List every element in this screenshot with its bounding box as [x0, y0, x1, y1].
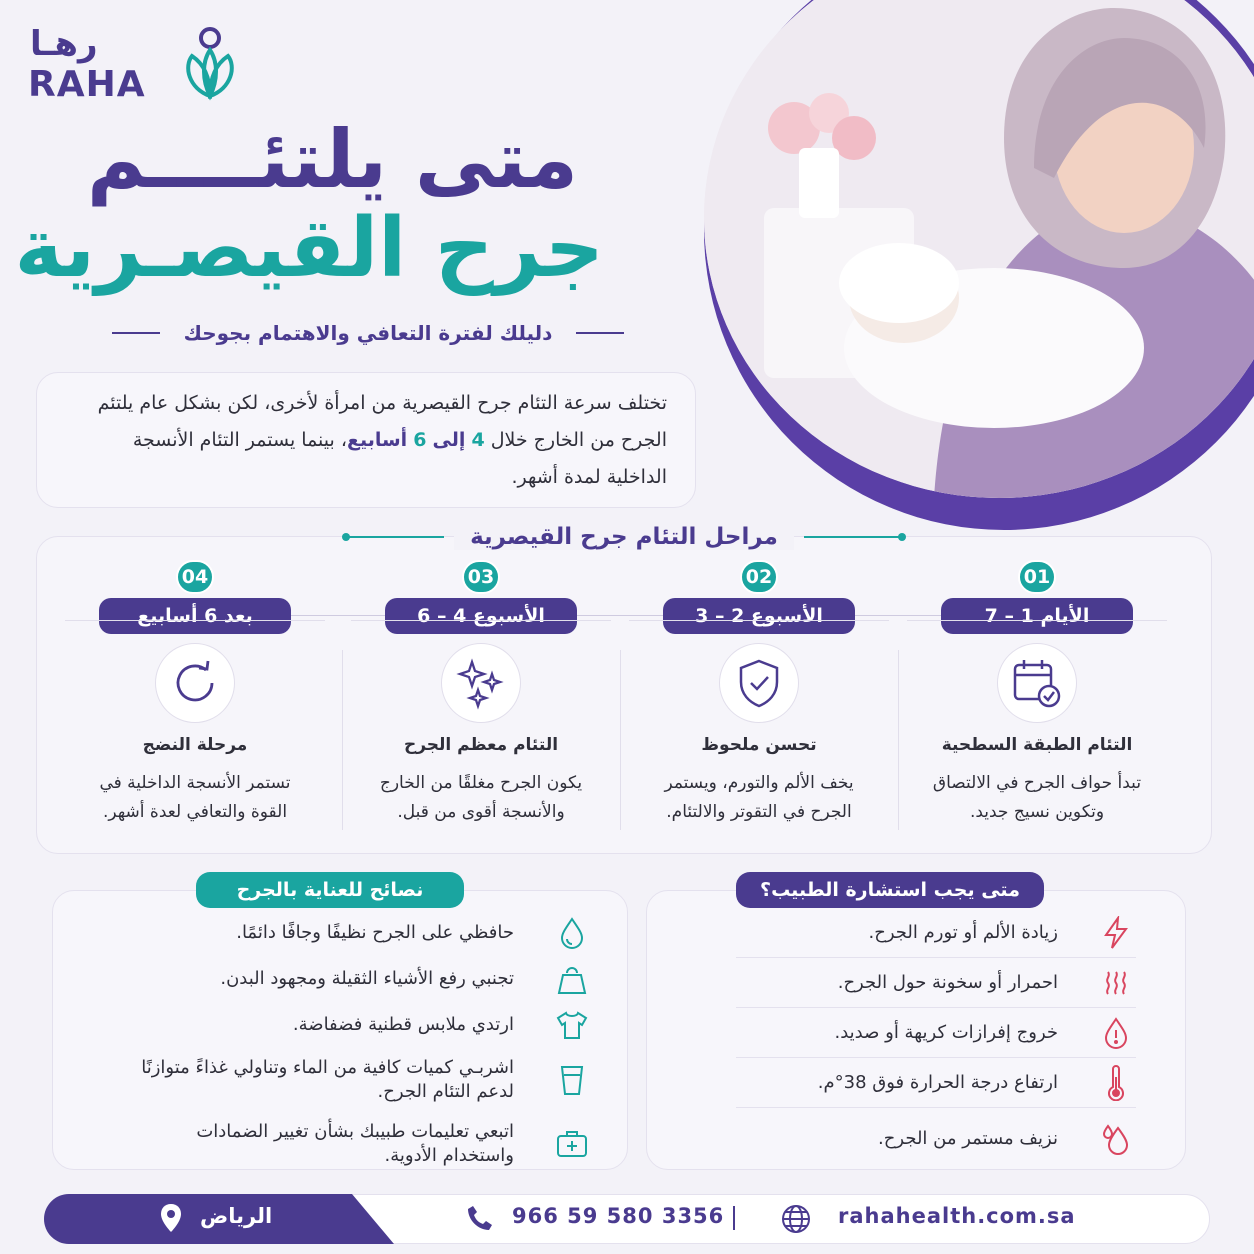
- care-item-line2: لدعم التئام الجرح.: [377, 1081, 514, 1102]
- stage-desc-line2: القوة والتعافي لعدة أشهر.: [102, 802, 288, 822]
- stage-desc-line1: تبدأ حواف الجرح في الالتصاق: [932, 773, 1142, 793]
- stage-desc-line1: تستمر الأنسجة الداخلية في: [99, 773, 291, 793]
- stage-description: [65, 769, 325, 827]
- blood-drops-icon: [1096, 1119, 1136, 1159]
- stage-body: [629, 620, 889, 826]
- sparkles-icon: [441, 643, 521, 723]
- doctor-item-text: ارتفاع درجة الحرارة فوق 38°م.: [817, 1071, 1058, 1093]
- stage-divider: [620, 650, 621, 830]
- stage-desc-line1: يخف الألم والتورم، ويستمر: [664, 773, 854, 793]
- stage-title: مرحلة النضج: [142, 735, 248, 755]
- calendar-check-icon: [997, 643, 1077, 723]
- stages-heading: مراحل التئام جرح القيصرية: [454, 524, 794, 550]
- intro-to-word: إلى: [432, 429, 466, 451]
- list-item: [80, 1048, 592, 1112]
- doctor-item-text: احمرار أو سخونة حول الجرح.: [837, 971, 1058, 993]
- intro-to-weeks: 6: [413, 429, 427, 451]
- intro-text-part2: ، بينما يستمر التئام الأنسجة الداخلية لمدة أشهر.: [132, 429, 667, 488]
- stage-period-pill: بعد 6 أسابيع: [99, 598, 291, 634]
- heat-waves-icon: [1096, 963, 1136, 1003]
- list-item: [736, 1008, 1136, 1058]
- logo-arabic-text: رهـا: [30, 24, 98, 64]
- heading-accent-left: [344, 536, 444, 538]
- intro-from-weeks: 4: [471, 429, 485, 451]
- care-item-text: تجنبي رفع الأشياء الثقيلة ومجهود البدن.: [220, 968, 514, 989]
- subtitle-divider-left: [112, 332, 160, 334]
- stage-title: التئام معظم الجرح: [403, 735, 559, 755]
- stage-divider: [898, 650, 899, 830]
- stage-title: تحسن ملحوظ: [701, 735, 817, 755]
- stage-description: [629, 769, 889, 827]
- stage-period-pill: الأسبوع 4 – 6: [385, 598, 577, 634]
- refresh-icon: [155, 643, 235, 723]
- list-item: [736, 1058, 1136, 1108]
- care-item-line1: اشربـي كميات كافية من الماء وتناولي غذاءً متوازنًا: [141, 1057, 514, 1078]
- doctor-heading: متى يجب استشارة الطبيب؟: [736, 872, 1044, 908]
- shield-check-icon: [719, 643, 799, 723]
- care-item-text: حافظي على الجرح نظيفًا وجافًا دائمًا.: [236, 922, 514, 943]
- stage-number: 03: [462, 560, 500, 594]
- list-item: [736, 958, 1136, 1008]
- first-aid-icon: [552, 1124, 592, 1164]
- cup-icon: [552, 1060, 592, 1100]
- subtitle-row: [112, 318, 624, 348]
- footer-phone[interactable]: 966 59 580 3356: [512, 1204, 725, 1228]
- care-item-text: [196, 1120, 514, 1168]
- subtitle-divider-right: [576, 332, 624, 334]
- care-item-line1: اتبعي تعليمات طبيبك بشأن تغيير الضمادات: [196, 1121, 514, 1142]
- stage-desc-line1: يكون الجرح مغلقًا من الخارج: [379, 773, 583, 793]
- stage-title: التئام الطبقة السطحية: [941, 735, 1133, 755]
- weight-icon: [552, 959, 592, 999]
- care-list: [80, 910, 592, 1176]
- globe-icon: [780, 1203, 812, 1235]
- lightning-icon: [1096, 913, 1136, 953]
- phone-icon: [466, 1204, 494, 1232]
- stages-heading-row: [344, 520, 904, 554]
- stage-description: [351, 769, 611, 827]
- stage-divider: [342, 650, 343, 830]
- brand-logo: [28, 24, 228, 104]
- shirt-icon: [552, 1005, 592, 1045]
- care-item-line2: واستخدام الأدوية.: [384, 1145, 514, 1166]
- stage-period-pill: الأسبوع 2 – 3: [663, 598, 855, 634]
- water-drop-icon: [552, 913, 592, 953]
- stage-body: [65, 620, 325, 826]
- stage-desc-line2: وتكوين نسيج جديد.: [969, 802, 1105, 822]
- footer-website-link[interactable]: rahahealth.com.sa: [838, 1204, 1076, 1228]
- care-heading: نصائح للعناية بالجرح: [196, 872, 464, 908]
- stage-body: [907, 620, 1167, 826]
- stage-number: 01: [1018, 560, 1056, 594]
- thermometer-icon: [1096, 1063, 1136, 1103]
- intro-paragraph: [36, 372, 696, 508]
- intro-weeks-word: أسابيع: [346, 429, 408, 451]
- drop-alert-icon: [1096, 1013, 1136, 1053]
- footer-city: الرياض: [200, 1204, 273, 1228]
- stage-description: [907, 769, 1167, 827]
- list-item: [80, 1112, 592, 1176]
- stage-number: 02: [740, 560, 778, 594]
- list-item: [80, 910, 592, 956]
- care-item-text: [141, 1056, 514, 1104]
- doctor-item-text: زيادة الألم أو تورم الجرح.: [868, 921, 1058, 943]
- stage-number: 04: [176, 560, 214, 594]
- heading-accent-right: [804, 536, 904, 538]
- logo-english-text: RAHA: [28, 64, 146, 105]
- location-pin-icon: [158, 1202, 184, 1234]
- doctor-list: [736, 908, 1136, 1170]
- main-title-line1: متى يلتئــــم: [86, 113, 578, 206]
- care-item-text: ارتدي ملابس قطنية فضفاضة.: [292, 1014, 514, 1035]
- lotus-logo-icon: [170, 26, 246, 102]
- doctor-item-text: خروج إفرازات كريهة أو صديد.: [834, 1021, 1058, 1043]
- list-item: [80, 1002, 592, 1048]
- list-item: [736, 908, 1136, 958]
- main-title-line2: جرح القيصـرية: [14, 201, 604, 296]
- footer-separator: [733, 1206, 735, 1230]
- stage-body: [351, 620, 611, 826]
- doctor-item-text: نزيف مستمر من الجرح.: [878, 1128, 1058, 1149]
- stage-desc-line2: والأنسجة أقوى من قبل.: [397, 802, 565, 822]
- intro-text-part1: تختلف سرعة التئام جرح القيصرية من امرأة لأخرى، لكن بشكل عام يلتئم الجرح من الخارج خلال: [97, 392, 667, 451]
- list-item: [736, 1108, 1136, 1170]
- list-item: [80, 956, 592, 1002]
- subtitle: دليلك لفترة التعافي والاهتمام بجوحك: [183, 321, 553, 345]
- stage-desc-line2: الجرح في التقوتر والالتئام.: [666, 802, 852, 822]
- stage-period-pill: الأيام 1 – 7: [941, 598, 1133, 634]
